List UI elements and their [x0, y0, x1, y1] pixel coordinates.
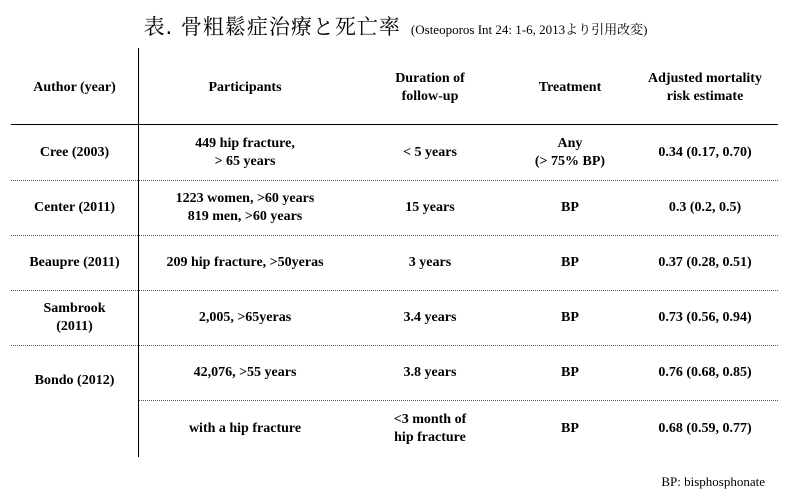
header-author: Author (year) [33, 80, 116, 95]
cell-author: Bondo (2012) [34, 373, 115, 388]
table-title [0, 11, 791, 41]
cell-estimate: 0.73 (0.56, 0.94) [658, 310, 752, 325]
cell-participants: 2,005, >65yeras [198, 310, 292, 325]
cell-duration: 3.8 years [403, 365, 457, 380]
cell-participants: 449 hip fracture, > 65 years [195, 135, 295, 169]
title-text: 表. 骨粗鬆症治療と死亡率 [143, 15, 401, 39]
source-citation: (Osteoporos Int 24: 1-6, 2013より引用改変) [410, 22, 648, 37]
cell-duration: 15 years [405, 200, 455, 215]
cell-treatment: BP [561, 421, 579, 436]
cell-treatment: BP [561, 365, 579, 380]
cell-treatment: BP [561, 310, 579, 325]
cell-duration: <3 month of hip fracture [393, 412, 467, 445]
cell-estimate: 0.34 (0.17, 0.70) [658, 144, 752, 160]
cell-treatment: BP [561, 255, 579, 270]
cell-duration: 3 years [408, 255, 452, 270]
column-divider [138, 48, 139, 457]
cell-estimate: 0.68 (0.59, 0.77) [658, 421, 752, 436]
cell-participants: 209 hip fracture, >50yeras [166, 255, 324, 270]
header-duration: Duration of follow-up [395, 71, 465, 104]
cell-estimate: 0.76 (0.68, 0.85) [658, 365, 752, 380]
footnote: BP: bisphosphonate [661, 474, 765, 489]
cell-author: Sambrook (2011) [43, 301, 106, 334]
cell-author: Center (2011) [34, 200, 115, 215]
cell-duration: 3.4 years [403, 310, 457, 325]
cell-author: Cree (2003) [39, 144, 110, 160]
cell-treatment: BP [561, 200, 579, 215]
header-treatment: Treatment [538, 80, 602, 95]
header-participants: Participants [208, 80, 282, 95]
cell-author: Beaupre (2011) [29, 255, 120, 270]
header-estimate: Adjusted mortality risk estimate [648, 71, 762, 104]
cell-estimate: 0.3 (0.2, 0.5) [668, 200, 742, 215]
cell-participants: with a hip fracture [188, 421, 302, 436]
cell-participants: 42,076, >55 years [193, 365, 297, 380]
cell-participants: 1223 women, >60 years 819 men, >60 years [175, 191, 315, 224]
cell-duration: < 5 years [403, 144, 457, 160]
cell-estimate: 0.37 (0.28, 0.51) [658, 255, 752, 270]
cell-treatment: Any (> 75% BP) [534, 135, 606, 169]
